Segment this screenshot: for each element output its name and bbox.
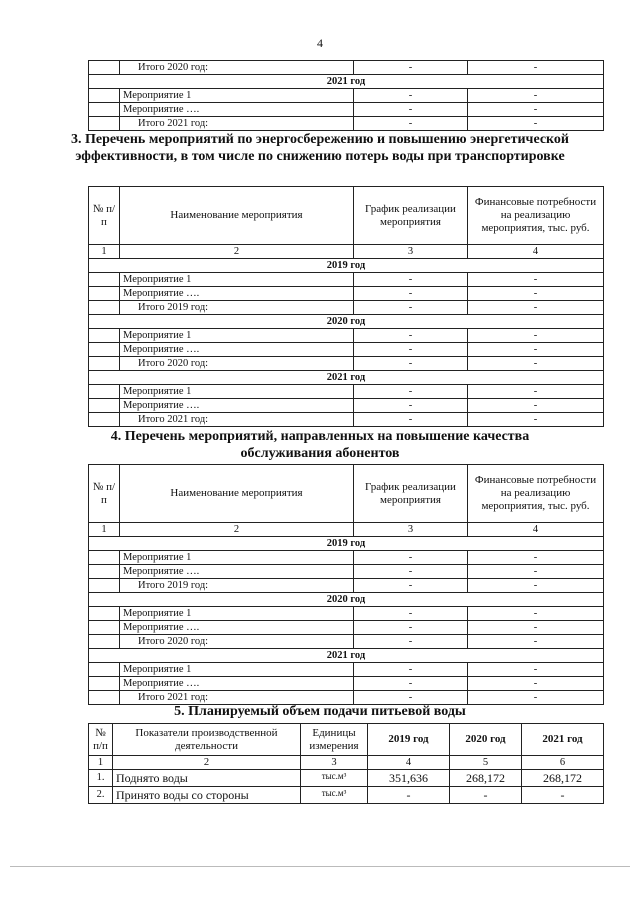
finance-value: - <box>468 385 604 399</box>
table-row <box>89 607 604 621</box>
table-section-3 <box>88 186 604 427</box>
finance-value: - <box>468 301 604 315</box>
table-row <box>89 663 604 677</box>
schedule-value: - <box>354 287 468 301</box>
table-row <box>89 385 604 399</box>
col-header-name: Наименование мероприятия <box>120 187 354 245</box>
table-row: Мероприятие …. - - <box>89 103 604 117</box>
total-label: Итого 2020 год: <box>120 635 354 649</box>
year-label: 2020 год <box>89 315 604 329</box>
section-5-title: 5. Планируемый объем подачи питьевой воды <box>174 704 466 719</box>
finance-value: - <box>468 287 604 301</box>
schedule-value: - <box>354 301 468 315</box>
col-header-2021: 2021 год <box>522 724 604 756</box>
finance-value: - <box>468 691 604 705</box>
table-row <box>89 301 604 315</box>
col-header-schedule: График реализации мероприятия <box>354 187 468 245</box>
table-row: 1. Поднято воды тыс.м³ 351,636 268,172 268,172 <box>89 770 604 787</box>
schedule-value: - <box>354 635 468 649</box>
schedule-value: - <box>354 691 468 705</box>
table-row <box>89 287 604 301</box>
finance-value: - <box>468 413 604 427</box>
finance-value: - <box>468 621 604 635</box>
total-label: Итого 2021 год: <box>120 117 354 131</box>
table-row <box>89 677 604 691</box>
event-name: Мероприятие 1 <box>120 89 354 103</box>
total-label: Итого 2020 год: <box>120 61 354 75</box>
schedule-value: - <box>354 413 468 427</box>
finance-value: - <box>468 329 604 343</box>
table-header-row <box>89 187 604 245</box>
table-row <box>89 343 604 357</box>
table-row: Итого 2021 год: - - <box>89 117 604 131</box>
table-section-4 <box>88 464 604 705</box>
total-label: Итого 2021 год: <box>120 691 354 705</box>
year-row <box>89 537 604 551</box>
event-name: Мероприятие 1 <box>120 663 354 677</box>
finance-value: - <box>468 635 604 649</box>
col-header-name: Наименование мероприятия <box>120 465 354 523</box>
table-row <box>89 635 604 649</box>
table-row <box>89 551 604 565</box>
schedule-value: - <box>354 621 468 635</box>
table-continuation <box>88 60 604 131</box>
event-name: Мероприятие 1 <box>120 607 354 621</box>
col-header-num: № п/п <box>89 724 113 756</box>
unit: тыс.м³ <box>301 770 368 787</box>
schedule-value: - <box>354 399 468 413</box>
schedule-value: - <box>354 565 468 579</box>
table-header-row <box>89 724 604 756</box>
col-number-row: 1 2 3 4 5 6 <box>89 756 604 770</box>
col-header-2019: 2019 год <box>368 724 450 756</box>
table-header-row <box>89 465 604 523</box>
section-3-title: 3. Перечень мероприятий по энергосбережению и повышению энергетической эффективности, в том числе по снижению потерь воды при транспортировке <box>70 132 570 164</box>
schedule-value: - <box>354 273 468 287</box>
event-name: Мероприятие 1 <box>120 385 354 399</box>
table-row <box>89 357 604 371</box>
year-row <box>89 371 604 385</box>
unit: тыс.м³ <box>301 787 368 804</box>
finance-value: - <box>468 357 604 371</box>
col-header-num: № п/п <box>89 187 120 245</box>
indicator-name: Поднято воды <box>113 770 301 787</box>
table-row <box>89 399 604 413</box>
year-label: 2021 год <box>89 75 604 89</box>
schedule-value: - <box>354 579 468 593</box>
year-label: 2019 год <box>89 259 604 273</box>
table-row <box>89 413 604 427</box>
event-name: Мероприятие …. <box>120 399 354 413</box>
schedule-value: - <box>354 385 468 399</box>
col-header-finance: Финансовые потребности на реализацию мероприятия, тыс. руб. <box>468 187 604 245</box>
total-label: Итого 2019 год: <box>120 301 354 315</box>
year-row <box>89 315 604 329</box>
year-row <box>89 649 604 663</box>
finance-value: - <box>468 399 604 413</box>
finance-value: - <box>468 551 604 565</box>
year-label: 2021 год <box>89 371 604 385</box>
col-header-unit: Единицы измерения <box>301 724 368 756</box>
finance-value: - <box>468 607 604 621</box>
col-header-num: № п/п <box>89 465 120 523</box>
year-label: 2020 год <box>89 593 604 607</box>
finance-value: - <box>468 343 604 357</box>
page-number: 4 <box>317 36 323 50</box>
year-row <box>89 593 604 607</box>
event-name: Мероприятие …. <box>120 287 354 301</box>
total-label: Итого 2020 год: <box>120 357 354 371</box>
finance-value: - <box>468 273 604 287</box>
finance-value: - <box>468 579 604 593</box>
table-row <box>89 579 604 593</box>
event-name: Мероприятие …. <box>120 103 354 117</box>
col-header-schedule: График реализации мероприятия <box>354 465 468 523</box>
table-row: Мероприятие 1 - - <box>89 89 604 103</box>
year-label: 2021 год <box>89 649 604 663</box>
table-row <box>89 329 604 343</box>
event-name: Мероприятие …. <box>120 621 354 635</box>
event-name: Мероприятие …. <box>120 343 354 357</box>
schedule-value: - <box>354 677 468 691</box>
event-name: Мероприятие 1 <box>120 273 354 287</box>
col-header-indicator: Показатели производственной деятельности <box>113 724 301 756</box>
col-header-finance: Финансовые потребности на реализацию мероприятия, тыс. руб. <box>468 465 604 523</box>
finance-value: - <box>468 663 604 677</box>
schedule-value: - <box>354 607 468 621</box>
event-name: Мероприятие …. <box>120 565 354 579</box>
col-header-2020: 2020 год <box>450 724 522 756</box>
footer-divider <box>10 866 630 867</box>
total-label: Итого 2021 год: <box>120 413 354 427</box>
finance-value: - <box>468 565 604 579</box>
col-number-row: 1 2 3 4 <box>89 523 604 537</box>
event-name: Мероприятие …. <box>120 677 354 691</box>
event-name: Мероприятие 1 <box>120 551 354 565</box>
schedule-value: - <box>354 343 468 357</box>
table-row <box>89 621 604 635</box>
schedule-value: - <box>354 357 468 371</box>
finance-value: - <box>468 677 604 691</box>
table-section-5 <box>88 723 604 804</box>
schedule-value: - <box>354 663 468 677</box>
year-label: 2019 год <box>89 537 604 551</box>
event-name: Мероприятие 1 <box>120 329 354 343</box>
table-row <box>89 273 604 287</box>
year-row <box>89 259 604 273</box>
indicator-name: Принято воды со стороны <box>113 787 301 804</box>
section-4-title: 4. Перечень мероприятий, направленных на повышение качества обслуживания абонентов <box>110 429 530 461</box>
col-number-row: 1 2 3 4 <box>89 245 604 259</box>
table-row: 2. Принято воды со стороны тыс.м³ - - - <box>89 787 604 804</box>
year-row <box>89 75 604 89</box>
table-row <box>89 565 604 579</box>
table-row: Итого 2020 год: - - <box>89 61 604 75</box>
schedule-value: - <box>354 329 468 343</box>
total-label: Итого 2019 год: <box>120 579 354 593</box>
schedule-value: - <box>354 551 468 565</box>
